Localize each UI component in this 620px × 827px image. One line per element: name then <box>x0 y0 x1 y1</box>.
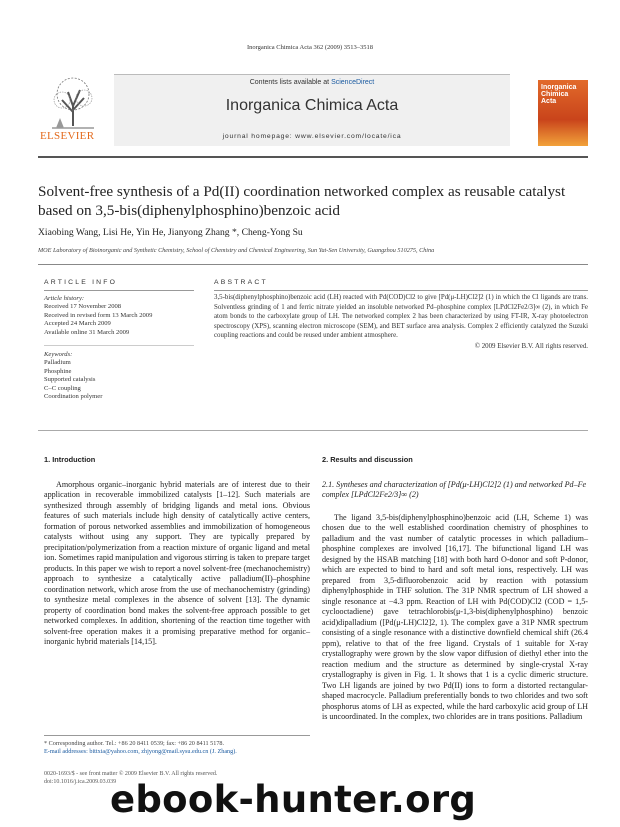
journal-band <box>114 74 510 146</box>
elsevier-wordmark: ELSEVIER <box>40 130 95 142</box>
journal-cover-image <box>538 80 588 146</box>
issn-line: 0020-1693/$ - see front matter © 2009 Elsevier B.V. All rights reserved. <box>44 771 218 777</box>
sciencedirect-link[interactable]: ScienceDirect <box>331 79 375 86</box>
keywords-label: Keywords: <box>44 351 73 358</box>
header-rule <box>38 156 588 158</box>
keyword: C–C coupling <box>44 384 81 392</box>
article-authors: Xiaobing Wang, Lisi He, Yin He, Jianyong Zhang *, Cheng-Yong Su <box>38 227 303 238</box>
history-item: Received 17 November 2008 <box>44 303 122 311</box>
history-item: Available online 31 March 2009 <box>44 328 130 336</box>
doi-line[interactable]: doi:10.1016/j.ica.2009.03.039 <box>44 779 117 785</box>
keywords <box>44 351 184 401</box>
history-label: Article history: <box>44 295 85 302</box>
keyword: Supported catalysis <box>44 376 96 384</box>
watermark-text: ebook-hunter.org <box>110 778 477 821</box>
subsection-heading: 2.1. Syntheses and characterization of [Pd(μ-LH)Cl2]2 (1) and networked Pd–Fe complex [LPdCl2Fe2/3]∞ (2) <box>322 479 587 499</box>
divider <box>44 345 194 346</box>
history-item: Accepted 24 March 2009 <box>44 320 111 328</box>
section-heading-introduction: 1. Introduction <box>44 455 96 464</box>
keyword: Palladium <box>44 359 71 367</box>
cover-title: Inorganica Chimica Acta <box>541 84 577 105</box>
journal-citation: Inorganica Chimica Acta 362 (2009) 3513–3518 <box>246 44 374 51</box>
divider <box>44 290 194 291</box>
contents-prefix: Contents lists available at <box>249 79 332 86</box>
article-title: Solvent-free synthesis of a Pd(II) coordination networked complex as reusable catalyst based on 3,5-bis(diphenylphosphino)benzoic acid <box>38 183 566 219</box>
abstract-copyright: © 2009 Elsevier B.V. All rights reserved. <box>474 342 588 350</box>
contents-line <box>114 79 510 86</box>
abstract-heading: ABSTRACT <box>214 279 268 286</box>
article-info-heading: ARTICLE INFO <box>44 279 118 286</box>
journal-homepage[interactable]: journal homepage: www.elsevier.com/locate/ica <box>222 133 402 140</box>
section-heading-results: 2. Results and discussion <box>322 455 413 464</box>
footnote-contact: * Corresponding author. Tel.: +86 20 8411 0539; fax: +86 20 8411 5178. <box>44 740 225 747</box>
elsevier-logo <box>38 74 108 146</box>
journal-name: Inorganica Chimica Acta <box>225 97 399 114</box>
abstract-text: 3,5-bis(diphenylphosphino)benzoic acid (LH) reacted with Pd(COD)Cl2 to give [Pd(μ-LH)Cl2]2 (1) in which the Cl ligands are trans. Solventless grinding of 1 and ferric nitrate yielded an insoluble networked Pd–phosphine complex [LPdCl2Fe2/3]∞ (2), in which Fe atom bonds to the carboxylate group of LH. The networked complex 2 has been characterized by using FT-IR, X-ray photoelectron spectroscopy (XPS), scanning electron microscope (SEM), and BET surface area analysis. Complex 2 efficiently catalyzed the Suzuki coupling reactions and could be reused under ambient atmosphere. <box>214 294 588 340</box>
column-right <box>322 455 588 723</box>
keyword: Phosphine <box>44 367 72 375</box>
divider <box>214 290 588 291</box>
keyword: Coordination polymer <box>44 393 103 401</box>
corresponding-author-footnote <box>44 735 310 756</box>
divider <box>38 264 588 265</box>
author-affiliation: MOE Laboratory of Bioinorganic and Synthetic Chemistry, School of Chemistry and Chemical Engineering, Sun Yat-Sen University, Guangzhou 510275, China <box>38 247 435 254</box>
history-item: Received in revised form 13 March 2009 <box>44 311 153 319</box>
footnote-email[interactable]: E-mail addresses: bittxia@yahoo.com, zhjyong@mail.sysu.edu.cn (J. Zhang). <box>44 748 237 755</box>
results-paragraph: The ligand 3,5-bis(diphenylphosphino)benzoic acid (LH, Scheme 1) was chosen due to the well established coordination chemistry of phosphines to palladium and the vast number of catalytic processes in which palladium–phosphine complexes are involved [16,17]. The bifunctional ligand LH was designed by the HSAB matching [18] with both hard O-donor and soft P-donor, which are expected to bind to hard and soft metal ions, respectively. LH was prepared from 3,5-difluorobenzoic acid by reaction with potassium diphenylphosphide in THF solution. The 31P NMR spectrum of LH showed a single resonance at −4.3 ppm. Reaction of LH with Pd(COD)Cl2 (COD = 1,5-cyclooctadiene) gave tetrachlorobis(μ-1,3-bis(diphenylphosphino) benzoic acid)dipalladium ([Pd(μ-LH)Cl2]2, 1). The complex gave a 31P NMR spectrum consisting of a single resonance with a distinctive downfield chemical shift (26.4 ppm), relative to that of the free ligand. Crystals of 1 suitable for X-ray crystallography were grown by the slow vapor diffusion of diethyl ether into the reaction medium and the structure as determined by single-crystal X-ray crystallography is given in Fig. 1. It shows that 1 is a cyclic dimeric structure. Two LH ligands are joined by two Pd(II) ions to form a distorted rectangular-shaped macrocycle. Palladium preferentially bonds to two chlorides and two soft phosphorus atoms of LH as expected, while the hard carboxylic acid group of LH is uncoordinated. In the complex, two chlorides are in trans positions. Palladium <box>322 512 588 721</box>
column-left <box>44 455 310 648</box>
journal-header <box>38 74 588 152</box>
introduction-paragraph: Amorphous organic–inorganic hybrid materials are of interest due to their application in recoverable immobilized catalysts [1–12]. Such materials are synthesized through assembly of bridging ligands and metal ions. Obvious features of such materials include high density of catalytically active centers, formation of porous networked assemblies and immobilization of homogeneous catalysts without using any support. They are typically prepared by precipitation/polymerization from a reaction mixture of organic ligand and metal ion. Sometimes rapid manipulation and vigorous stirring is taken to prepare target products. In this paper we wish to report a novel solvent-free (mechanochemistry) approach to synthesize a catalytically active palladium(II)–phosphine coordination network, which arose from the use of mechanochemistry (grinding) to synthesize metal complexes in the absence of solvent [13]. The dynamic property of coordination bond makes the solvent-free approach possible to get networked complexes. In addition, shortening of the reaction time together with solvent-free operation makes it a promising preparative method for organic–inorganic hybrid materials [14,15]. <box>44 479 310 646</box>
article-history <box>44 295 184 337</box>
abstract-body <box>214 293 588 352</box>
divider <box>38 430 588 431</box>
